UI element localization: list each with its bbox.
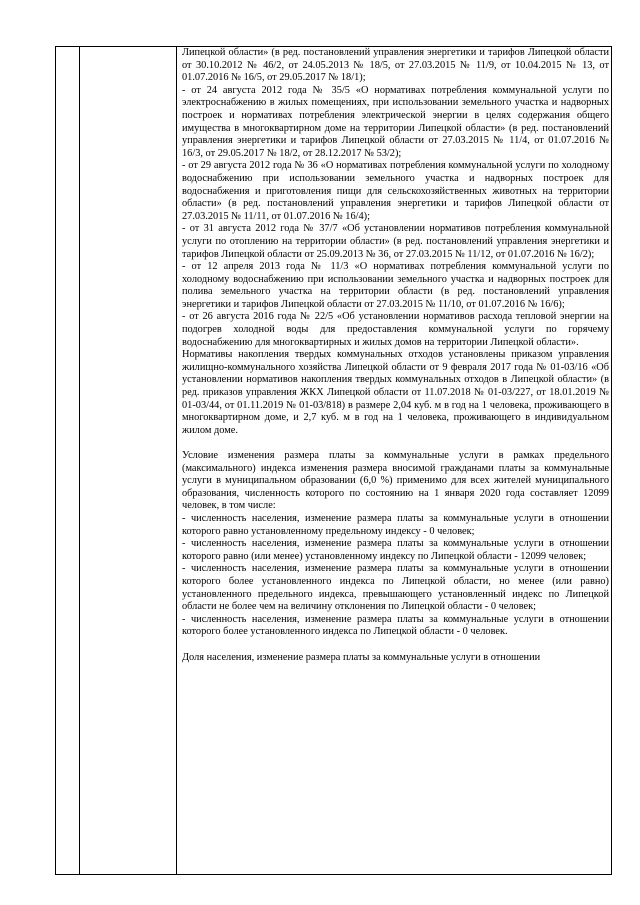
column-divider-1 (79, 47, 80, 874)
paragraph-item-water-animals: - от 29 августа 2012 года № 36 «О нормативах потребления коммунальной услуги по холодному водоснабжению при использовании земельного участка и надворных построек для водоснабжения и приготовления пищи для сельскохозяйственных животных на территории области» (в ред. постановлений управления энергетики и тарифов Липецкой области от 27.03.2015 № 11/11, от 01.07.2016 № 16/4); (182, 160, 609, 222)
paragraph-item-watering: - от 12 апреля 2013 года № 11/3 «О нормативах потребления коммунальной услуги по холодному водоснабжению при использовании земельного участка и надворных построек для полива земельного участка на территории области (в ред. постановлений управления энергетики и тарифов Липецкой области от 27.03.2015 № 11/10, от 01.07.2016 № 16/6); (182, 261, 609, 310)
paragraph-population-more: - численность населения, изменение размера платы за коммунальные услуги в отношении которого более установленного индекса по Липецкой области - 0 человек. (182, 613, 609, 638)
table-frame (55, 46, 612, 875)
paragraph-item-electricity: - от 24 августа 2012 года № 35/5 «О нормативах потребления коммунальной услуги по электроснабжению в жилых помещениях, при использовании земельного участка и надворных построек и нормативах потребления электрической энергии в целях содержания общего имущества в многоквартирном доме на территории Липецкой области» (в ред. постановлений управления энергетики и тарифов Липецкой области от 27.03.2015 № 11/4, от 01.07.2016 № 16/3, от 29.05.2017 № 18/2, от 28.12.2017 № 53/2); (182, 84, 609, 159)
table-cell-text (182, 47, 609, 664)
paragraph-share-start: Доля населения, изменение размера платы за коммунальные услуги в отношении (182, 651, 541, 663)
paragraph-population-equal: - численность населения, изменение размера платы за коммунальные услуги в отношении которого равно установленному предельному индексу - 0 человек; (182, 512, 609, 537)
paragraph-waste-norms: Нормативы накопления твердых коммунальных отходов установлены приказом управления жилищно-коммунального хозяйства Липецкой области от 9 февраля 2017 года № 01-03/16 «Об установлении нормативов накопления твердых коммунальных отходов в Липецкой области» (в ред. приказов управления ЖКХ Липецкой области от 11.07.2018 № 01-03/227, от 18.01.2019 № 01-03/44, от 01.11.2019 № 01-03/818) в размере 2,04 куб. м в год на 1 человека, проживающего в многоквартирном доме, и 2,7 куб. м в год на 1 человека, проживающего в индивидуальном жилом доме. (182, 349, 609, 436)
paragraph-spacer (182, 437, 609, 450)
paragraph-population-less: - численность населения, изменение размера платы за коммунальные услуги в отношении которого равно (или менее) установленному индексу по Липецкой области - 12099 человек; (182, 538, 609, 562)
paragraph-index-condition: Условие изменения размера платы за коммунальные услуги в рамках предельного (максимального) индекса изменения размера вносимой гражданами платы за коммунальные услуги в муниципальном образовании (6,0 %) применимо для всех жителей муниципального образования, численность которого по состоянию на 1 января 2020 года составляет 12099 человек, в том числе: (182, 450, 609, 512)
paragraph-spacer (182, 639, 609, 652)
paragraph-continuation: Липецкой области» (в ред. постановлений управления энергетики и тарифов Липецкой области от 30.10.2012 № 46/2, от 24.05.2013 № 18/5, от 27.03.2015 № 11/9, от 10.04.2015 № 13, от 01.07.2016 № 16/5, от 29.05.2017 № 18/1); (182, 47, 609, 84)
column-divider-2 (176, 47, 177, 874)
paragraph-item-heating: - от 31 августа 2012 года № 37/7 «Об установлении нормативов потребления коммунальной услуги по отоплению на территории области» (в ред. постановлений управления энергетики и тарифов Липецкой области от 25.09.2013 № 36, от 27.03.2015 № 11/12, от 01.07.2016 № 16/2); (182, 223, 609, 260)
paragraph-item-heat-energy: - от 26 августа 2016 года № 22/5 «Об установлении нормативов расхода тепловой энергии на подогрев холодной воды для предоставления коммунальной услуги по горячему водоснабжению для многоквартирных и жилых домов на территории Липецкой области». (182, 311, 609, 348)
paragraph-population-between: - численность населения, изменение размера платы за коммунальные услуги в отношении которого более установленного индекса по Липецкой области, но менее (или равно) установленного предельного индекса, превышающего установленный индекс по Липецкой области не более чем на величину отклонения по Липецкой области - 0 человек; (182, 563, 609, 613)
